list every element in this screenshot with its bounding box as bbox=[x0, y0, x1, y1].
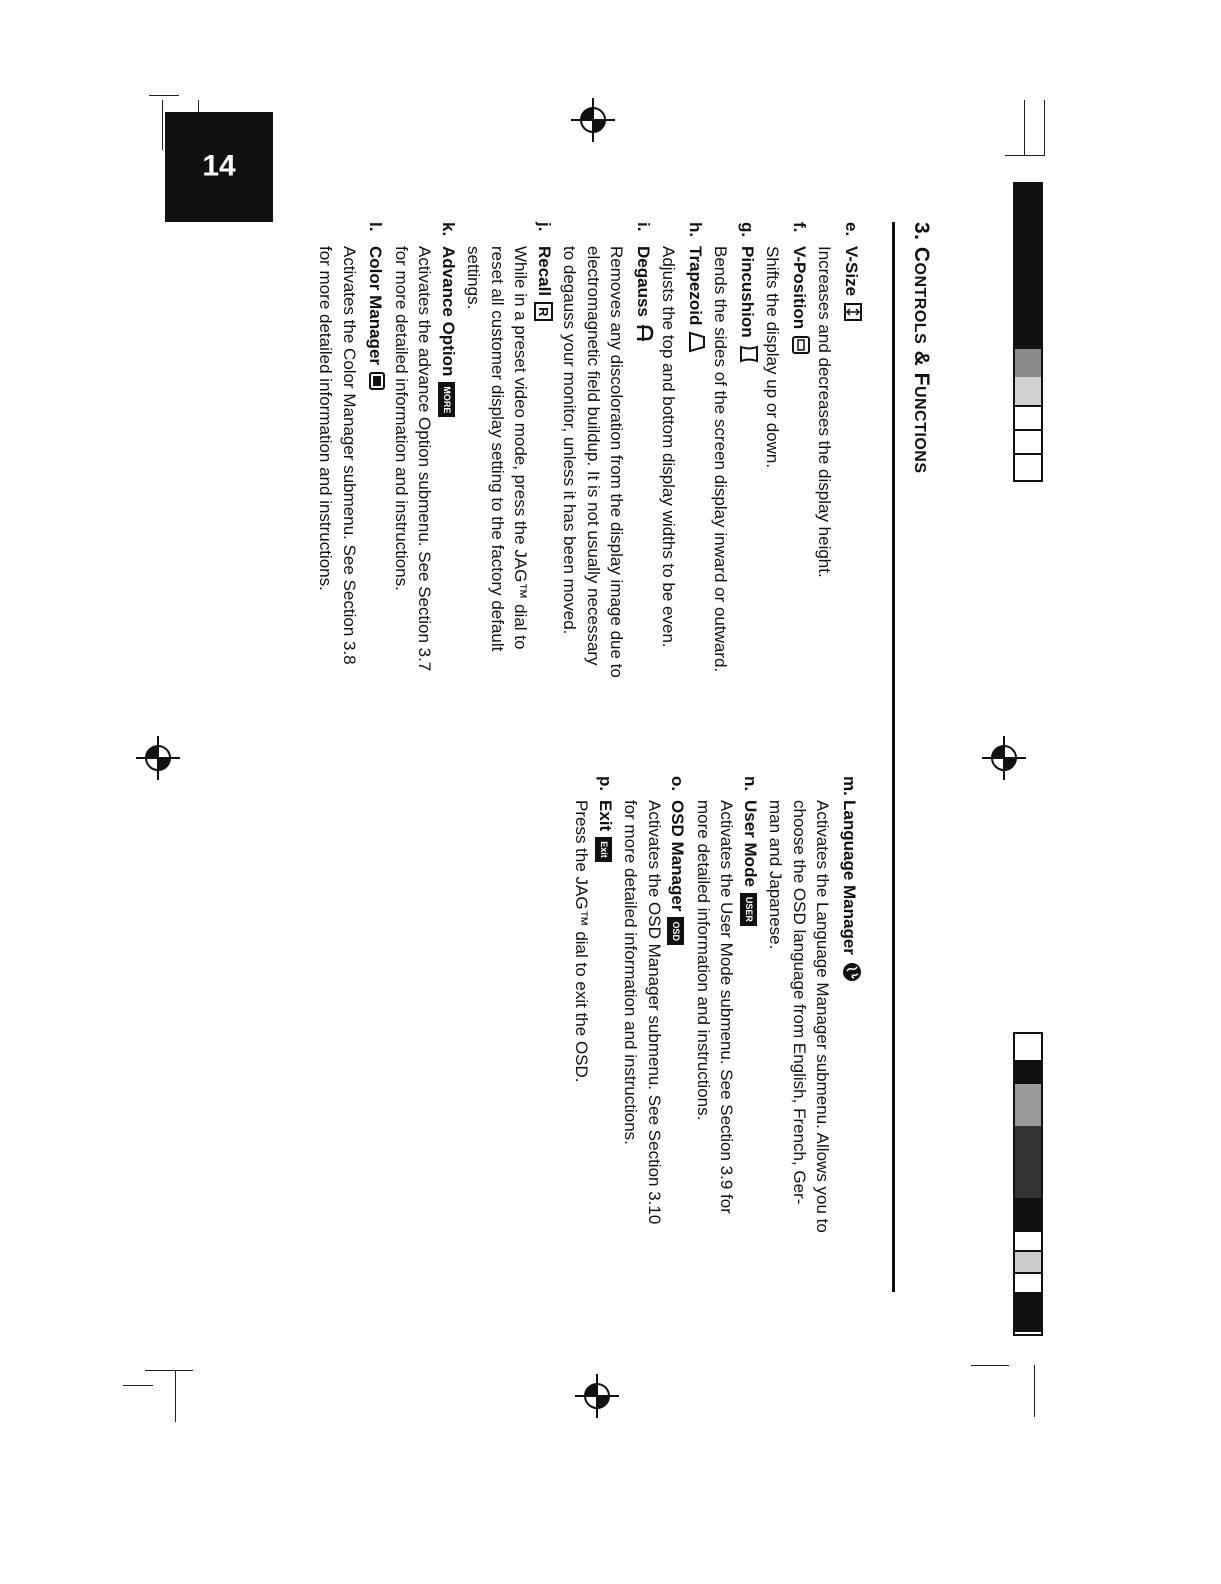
more-icon: MORE bbox=[438, 382, 455, 417]
osd-icon: OSD bbox=[668, 917, 685, 945]
exit-icon: Exit bbox=[595, 837, 612, 862]
description-line: Activates the Language Manager submenu. Allows you to bbox=[813, 800, 833, 1233]
item-label: l. bbox=[366, 222, 386, 232]
control-item bbox=[558, 222, 655, 742]
description-line: settings. bbox=[464, 246, 484, 310]
control-item bbox=[761, 222, 811, 742]
item-name: Exit bbox=[596, 800, 615, 832]
description-line: for more detailed information and instructions. bbox=[392, 246, 411, 591]
control-item bbox=[813, 222, 863, 742]
control-item bbox=[462, 222, 556, 742]
left-column bbox=[312, 222, 863, 742]
crop-mark bbox=[1044, 100, 1045, 155]
control-item bbox=[314, 222, 388, 742]
item-name: Pincushion bbox=[738, 246, 757, 338]
page-number: 14 bbox=[165, 112, 273, 222]
item-name: Recall bbox=[535, 246, 554, 297]
crop-mark bbox=[1034, 1365, 1035, 1417]
description-line: man and Japanese. bbox=[766, 800, 786, 950]
item-label: p. bbox=[596, 776, 615, 792]
description-line: to degauss your monitor, unless it has been moved. bbox=[560, 246, 580, 635]
crop-mark bbox=[1005, 155, 1045, 156]
control-item bbox=[657, 222, 707, 742]
crop-mark bbox=[149, 95, 179, 96]
item-label: k. bbox=[439, 222, 458, 237]
description-line: choose the OSD language from English, French, Ger- bbox=[790, 800, 809, 1205]
item-name: Language Manager bbox=[840, 800, 859, 955]
description-line: Adjusts the top and bottom display widths to be even. bbox=[659, 246, 679, 648]
color-manager-icon bbox=[361, 371, 388, 391]
control-item bbox=[390, 222, 461, 742]
description-line: Activates the Color Manager submenu. See Section 3.8 bbox=[340, 246, 359, 665]
registration-mark-right bbox=[575, 1374, 619, 1418]
registration-mark-bottom-center bbox=[136, 736, 180, 780]
item-name: Color Manager bbox=[366, 246, 386, 366]
crop-mark bbox=[175, 1370, 176, 1422]
item-label: g. bbox=[738, 222, 757, 238]
item-label: f. bbox=[790, 222, 809, 233]
item-label: e. bbox=[842, 222, 861, 237]
color-bar-right bbox=[1013, 1032, 1043, 1336]
description-line: Activates the OSD Manager submenu. See Section 3.10 bbox=[645, 800, 664, 1225]
description-line: Activates the User Mode submenu. See Section 3.9 for bbox=[717, 800, 737, 1214]
item-label: o. bbox=[668, 776, 688, 792]
crop-mark bbox=[1024, 100, 1025, 155]
registration-mark-top-center bbox=[982, 736, 1026, 780]
degauss-icon bbox=[629, 323, 656, 343]
description-line: electromagnetic field buildup. It is not usually necessary bbox=[584, 246, 603, 666]
control-item bbox=[570, 776, 617, 1296]
description-line: reset all customer display setting to the factory default bbox=[488, 246, 507, 652]
right-column bbox=[568, 776, 863, 1296]
control-item bbox=[619, 776, 690, 1296]
control-item bbox=[709, 222, 759, 742]
item-label: m. bbox=[840, 776, 859, 796]
description-line: Activates the advance Option submenu. See Section 3.7 bbox=[415, 246, 435, 672]
control-item bbox=[764, 776, 863, 1296]
user-icon: USER bbox=[740, 893, 757, 926]
item-label: i. bbox=[634, 222, 653, 232]
item-name: Degauss bbox=[634, 246, 653, 317]
item-name: Trapezoid bbox=[686, 246, 705, 326]
trapezoid-icon bbox=[681, 331, 708, 353]
description-line: Bends the sides of the screen display inward or outward. bbox=[711, 246, 731, 673]
section-heading: 3. CONTROLS & FUNCTIONS bbox=[910, 222, 933, 474]
item-label: n. bbox=[741, 776, 760, 792]
crop-mark bbox=[971, 1365, 1009, 1366]
item-label: j. bbox=[535, 222, 554, 232]
description-line: Removes any discoloration from the display image due to bbox=[607, 246, 627, 678]
item-name: OSD Manager bbox=[668, 800, 688, 912]
description-line: Press the JAG™ dial to exit the OSD. bbox=[572, 800, 592, 1083]
item-name: Advance Option bbox=[439, 246, 458, 377]
heading-rule bbox=[892, 222, 895, 1292]
description-line: more detailed information and instructions. bbox=[694, 800, 713, 1121]
description-line: Increases and decreases the display height. bbox=[815, 246, 835, 578]
globe-icon bbox=[835, 961, 864, 983]
color-bar-left bbox=[1013, 182, 1043, 482]
crop-mark bbox=[145, 1370, 193, 1371]
registration-mark-top-left bbox=[571, 98, 615, 142]
item-name: User Mode bbox=[741, 800, 760, 887]
item-label: h. bbox=[686, 222, 705, 238]
control-item bbox=[692, 776, 763, 1296]
v-position-icon bbox=[785, 335, 812, 355]
description-line: for more detailed information and instructions. bbox=[316, 246, 336, 591]
v-size-icon bbox=[837, 302, 864, 322]
description-line: While in a preset video mode, press the JAG™ dial to bbox=[511, 246, 531, 650]
crop-mark bbox=[123, 1385, 153, 1386]
description-line: Shifts the display up or down. bbox=[763, 246, 783, 469]
item-name: V-Position bbox=[790, 246, 809, 330]
description-line: for more detailed information and instructions. bbox=[621, 800, 641, 1145]
pincushion-icon bbox=[733, 344, 760, 364]
recall-icon: R bbox=[534, 302, 553, 321]
crop-mark bbox=[162, 100, 163, 150]
item-name: V-Size bbox=[842, 246, 861, 297]
